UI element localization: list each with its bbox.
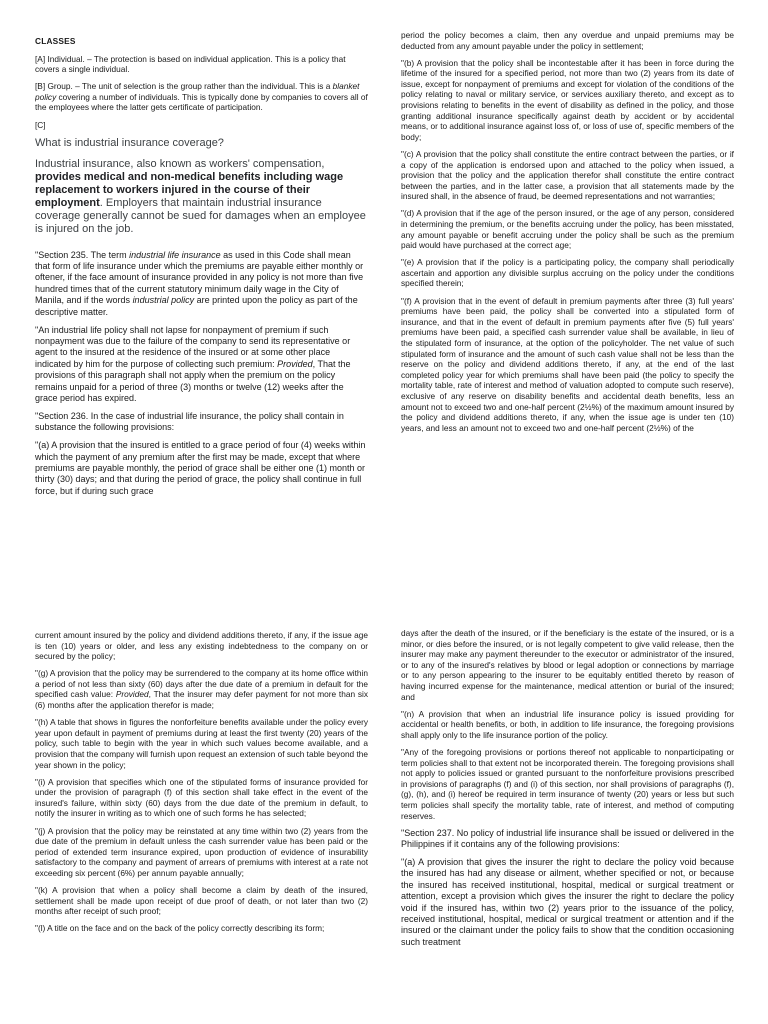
prohibited-provision-a: "(a) A provision that gives the insurer the right to declare the policy void because the insured has had any disease or ailment, whether specified or not, or because the insured has received institutional, hospital, medical or surgical treatment or attention, except a provision which gives the insurer the right to declare the policy void if the insured has, within two (2) years prior to the issuance of the policy, received institutional, hospital, medical or surgical treatment or attention and if the insured or the claimant under the policy fails to show that the condition occasioning such treatment [401,856,734,947]
provision-k: "(k) A provision that when a policy shall become a claim by death of the insured, settlement shall be made upon receipt of due proof of death, or not later than two (2) months after receipt of such proof; [35,884,368,917]
provision-c: "(c) A provision that the policy shall constitute the entire contract between the parties, or if a copy of the application is endorsed upon and attached to the policy when issued, a provision that the policy and the application therefor shall constitute the entire contract between the parties, and in the latter case, a provision that all statements made by the insured shall, in the absence of fraud, be deemed representations and not warranties; [401,148,734,202]
provision-b: "(b) A provision that the policy shall be incontestable after it has been in force during the lifetime of the insured for a specified period, not more than two (2) years from its date of issue, except for nonpayment of premiums and except for violation of the conditions of the policy relating to naval or military service, or services auxiliary thereto, and except as to provisions relating to benefits in the event of disability as defined in the policy, and those granting additional insurance specifically against death by accident or by accidental means, or to additional insurance against loss of, or loss of use of, specific members of the body; [401,57,734,142]
paragraph-lapse: "An industrial life policy shall not lapse for nonpayment of premium if such nonpayment was due to the failure of the company to send its representative or agent to the insured at the residence of the insured or at some other place indicated by him for the purpose of collecting such premium: Provided, That the provisions of this paragraph shall not apply when the premium on the policy remains unpaid for a period of three (3) months or twelve (12) weeks after the grace period has expired. [35,324,351,404]
provision-f-continued: current amount insured by the policy and dividend additions thereto, if any, if the issue age is ten (10) years or older, and less any existing indebtedness to the company on or secured by the policy; [35,630,368,662]
provision-e: "(e) A provision that if the policy is a participating policy, the company shall periodically ascertain and apportion any divisible surplus accruing on the policy under the conditions specified therein; [401,257,734,289]
page-gap [0,560,768,590]
column-right [401,628,734,955]
provision-d: "(d) A provision that if the age of the person insured, or the age of any person, considered in determining the premium, or the benefits accruing under the policy, has been misstated, any amount payable or benefit accruing under the policy shall be such as the premium paid would have purchased at the correct age; [401,208,734,251]
column-left [35,36,368,504]
provision-i: "(i) A provision that specifies which one of the stipulated forms of insurance provided for under the provision of paragraph (f) of this section shall take effect in the event of the insured's failure, within sixty (60) days from the due date of the premium in default, to notify the insurer in writing as to which one of such forms he has selected; [35,776,368,819]
classes-heading: CLASSES [35,36,76,46]
provision-n: "(n) A provision that when an industrial life insurance policy is issued providing for accidental or health benefits, or both, in addition to life insurance, the foregoing provisions shall apply only to the life insurance portion of the policy. [401,708,734,740]
provision-l: "(l) A title on the face and on the back of the policy correctly describing its form; [35,923,325,934]
column-left [35,630,368,940]
page-bottom [0,590,768,1024]
section-235: "Section 235. The term industrial life insurance as used in this Code shall mean that form of life insurance under which the premiums are payable either monthly or oftener, if the face amount of insurance provided in any policy is not more than five hundred times that of the current statutory minimum daily wage in the City of Manila, and if the words industrial policy are printed upon the policy as part of the descriptive matter. [35,249,364,317]
industrial-insurance-answer: Industrial insurance, also known as workers' compensation, provides medical and non-medical benefits including wage replacement to workers injured in the course of their employment. Employers that maintain industrial insurance coverage generally cannot be sued for damages when an employee is injured on the job. [35,157,366,235]
provision-a-grace-period: "(a) A provision that the insured is entitled to a grace period of four (4) weeks within which the payment of any premium after the first may be made, except that where premiums are payable monthly, the period of grace shall be either one (1) month or thirty (30) days; and that during the period of grace, the policy shall continue in full force, but if during such grace [35,440,366,496]
provision-m-continued: days after the death of the insured, or if the beneficiary is the estate of the insured, or is a minor, or dies before the insured, or is not legally competent to give valid release, then the insurer may make any payment thereunder to the executor or administrator of the insured, or to any of the insured's relatives by blood or legal adoption or connections by marriage or to any person appearing to the insurer to be equitably entitled thereto by reason of having incurred expense for the maintenance, medical attention or burial of the insured; and [401,628,734,702]
paragraph-c: [C] [35,119,46,130]
paragraph-group: [B] Group. – The unit of selection is the group rather than the individual. This is a blanket policy covering a number of individuals. This is typically done by companies to covers all of the employees where the latter gets certificate of participation. [35,81,368,113]
column-right [401,30,734,440]
provision-f: "(f) A provision that in the event of default in premium payments after three (3) full years' premiums have been paid, the policy shall be converted into a stipulated form of insurance, and that in the event of default in premium payments after five (5) full years' premiums have been paid, a specified cash surrender value shall be available, in lieu of the stipulated form of insurance, at the option of the policyholder. The net value of such stipulated form of insurance and the amount of such cash value shall not be less than the reserve on the policy and dividend additions thereto, if any, at the end of the last completed policy year for which premiums shall have been paid (the policy to specify the mortality table, rate of interest and method of valuation adopted to compute such reserve), exclusive of any reserve on disability benefits and accidental death benefits, less an amount not to exceed two and one-half percent (2½%) of the maximum amount insured by the policy and dividend additions thereto, if any, when the issue age is under ten (10) years, and less an amount not to exceed two and one-half percent (2½%) of the [401,295,734,433]
provision-h: "(h) A table that shows in figures the nonforfeiture benefits available under the policy every year upon default in payment of premiums during at least the first twenty (20) years of the policy, such table to begin with the year in which such values become available, and a provision that the company will furnish upon request an extension of such table beyond the year shown in the policy; [35,717,368,770]
paragraph-individual: [A] Individual. – The protection is based on individual application. This is a policy that covers a single individual. [35,53,346,75]
provision-a-continued: period the policy becomes a claim, then any overdue and unpaid premiums may be deducted from any amount payable under the policy in settlement; [401,30,734,51]
provision-g: "(g) A provision that the policy may be surrendered to the company at its home office within a period of not less than sixty (60) days after the due date of a premium in default for the specified cash value: Provided, That the insurer may defer payment for not more than six (6) months after the application therefor is made; [35,668,368,711]
section-237: "Section 237. No policy of industrial life insurance shall be issued or delivered in the Philippines if it contains any of the following provisions: [401,827,734,849]
industrial-insurance-question: What is industrial insurance coverage? [35,136,224,149]
paragraph-foregoing-provisions: "Any of the foregoing provisions or portions thereof not applicable to nonparticipating or term policies shall to that extent not be incorporated therein. The foregoing provisions shall not apply to policies issued or granted pursuant to the nonforfeiture provisions prescribed in provisions of paragraphs (f) and (i) of this section, nor shall provisions of paragraphs (f), (g), (h), and (i) hereof be required in term insurance of twenty (20) years or less but such term policies shall specify the mortality table, rate of interest, and method of computing reserves. [401,746,734,821]
section-236: "Section 236. In the case of industrial life insurance, the policy shall contain in substance the following provisions: [35,410,344,433]
provision-j: "(j) A provision that the policy may be reinstated at any time within two (2) years from the due date of the premium in default unless the cash surrender value has been paid or the period of extended term insurance expired, upon production of evidence of insurability satisfactory to the company and payment of arrears of premiums with interest at a rate not exceeding six percent (6%) per annum payable annually; [35,825,368,878]
